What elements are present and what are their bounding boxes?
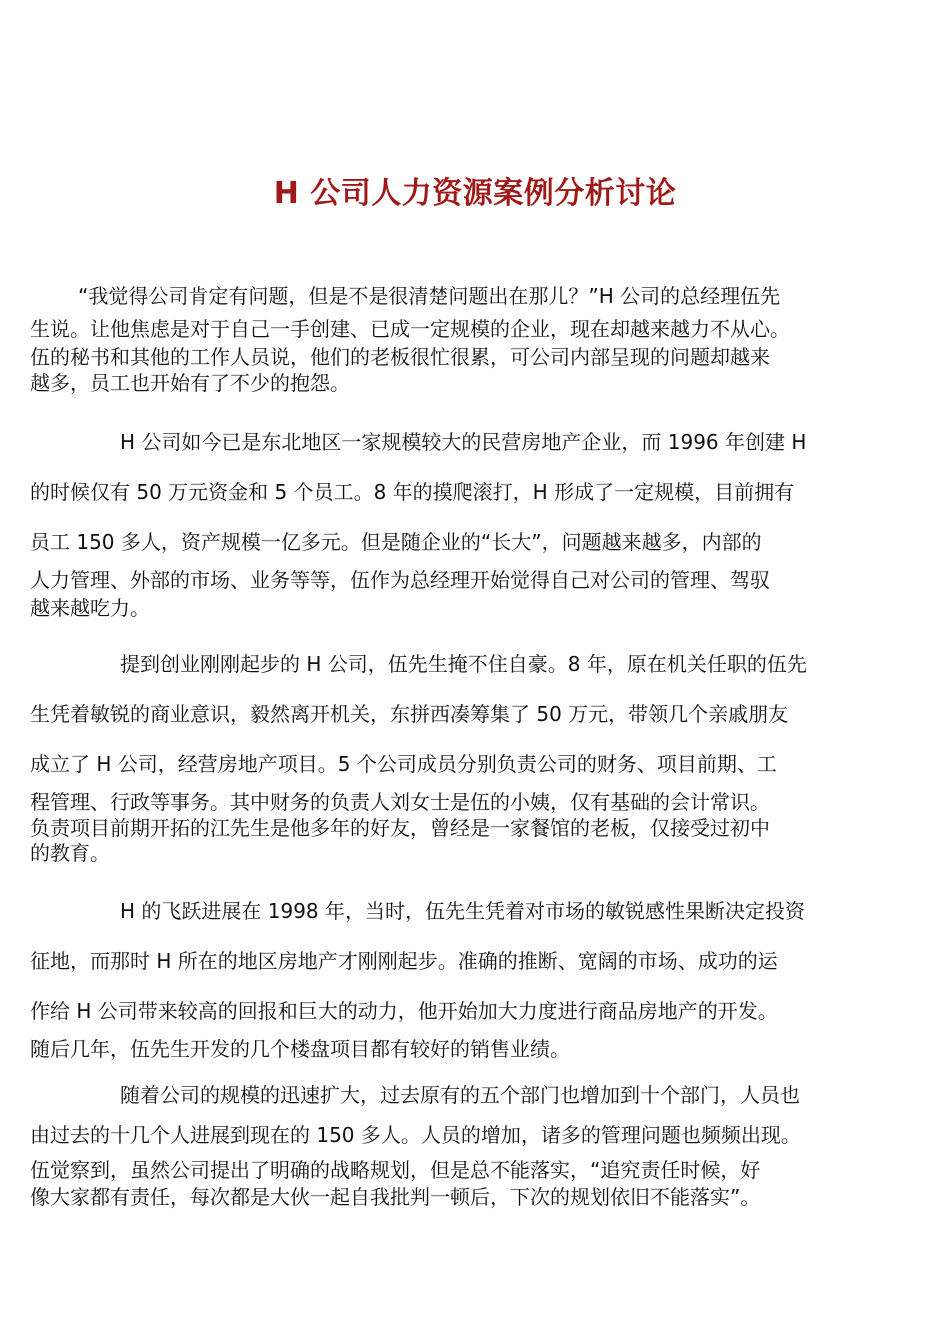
paragraph-line: 像大家都有责任，每次都是大伙一起自我批判一顿后，下次的规划依旧不能落实”。 [30,1185,761,1209]
paragraph-line: 生凭着敏锐的商业意识，毅然离开机关，东拼西凑筹集了 50 万元，带领几个亲戚朋友 [30,702,789,726]
paragraph-line: 越多，员工也开始有了不少的抱怨。 [30,371,350,395]
paragraph-line: 越来越吃力。 [30,596,150,620]
paragraph-line: 的教育。 [30,841,110,865]
paragraph-line: 伍的秘书和其他的工作人员说，他们的老板很忙很累，可公司内部呈现的问题却越来 [30,345,770,369]
document-title: H 公司人力资源案例分析讨论 [273,176,677,212]
paragraph-line: 提到创业刚刚起步的 H 公司，伍先生掩不住自豪。8 年，原在机关任职的伍先 [120,652,807,676]
paragraph-line: H 的飞跃进展在 1998 年，当时，伍先生凭着对市场的敏锐感性果断决定投资 [120,899,806,923]
paragraph-line: 由过去的十几个人进展到现在的 150 多人。人员的增加，诸多的管理问题也频频出现。 [30,1123,801,1147]
paragraph-line: 人力管理、外部的市场、业务等等，伍作为总经理开始觉得自己对公司的管理、驾驭 [30,568,770,592]
paragraph-line: 的时候仅有 50 万元资金和 5 个员工。8 年的摸爬滚打，H 形成了一定规模，目前拥有 [30,480,795,504]
paragraph-line: 随着公司的规模的迅速扩大，过去原有的五个部门也增加到十个部门，人员也 [120,1083,800,1107]
paragraph-line: 作给 H 公司带来较高的回报和巨大的动力，他开始加大力度进行商品房地产的开发。 [30,999,778,1023]
paragraph-line: H 公司如今已是东北地区一家规模较大的民营房地产企业，而 1996 年创建 H [120,430,807,454]
paragraph-line: 成立了 H 公司，经营房地产项目。5 个公司成员分别负责公司的财务、项目前期、工 [30,752,777,776]
paragraph-line: 征地，而那时 H 所在的地区房地产才刚刚起步。准确的推断、宽阔的市场、成功的运 [30,949,778,973]
paragraph-line: 伍觉察到，虽然公司提出了明确的战略规划，但是总不能落实，“追究责任时候，好 [30,1158,761,1182]
paragraph-line: 员工 150 多人，资产规模一亿多元。但是随企业的“长大”，问题越来越多，内部的 [30,530,762,554]
paragraph-line: “我觉得公司肯定有问题，但是不是很清楚问题出在那儿？”H 公司的总经理伍先 [78,284,781,308]
paragraph-line: 生说。让他焦虑是对于自己一手创建、已成一定规模的企业，现在却越来越力不从心。 [30,317,790,341]
paragraph-line: 程管理、行政等事务。其中财务的负责人刘女士是伍的小姨，仅有基础的会计常识。 [30,790,770,814]
paragraph-line: 负责项目前期开拓的江先生是他多年的好友，曾经是一家餐馆的老板，仅接受过初中 [30,816,770,840]
paragraph-line: 随后几年，伍先生开发的几个楼盘项目都有较好的销售业绩。 [30,1037,570,1061]
